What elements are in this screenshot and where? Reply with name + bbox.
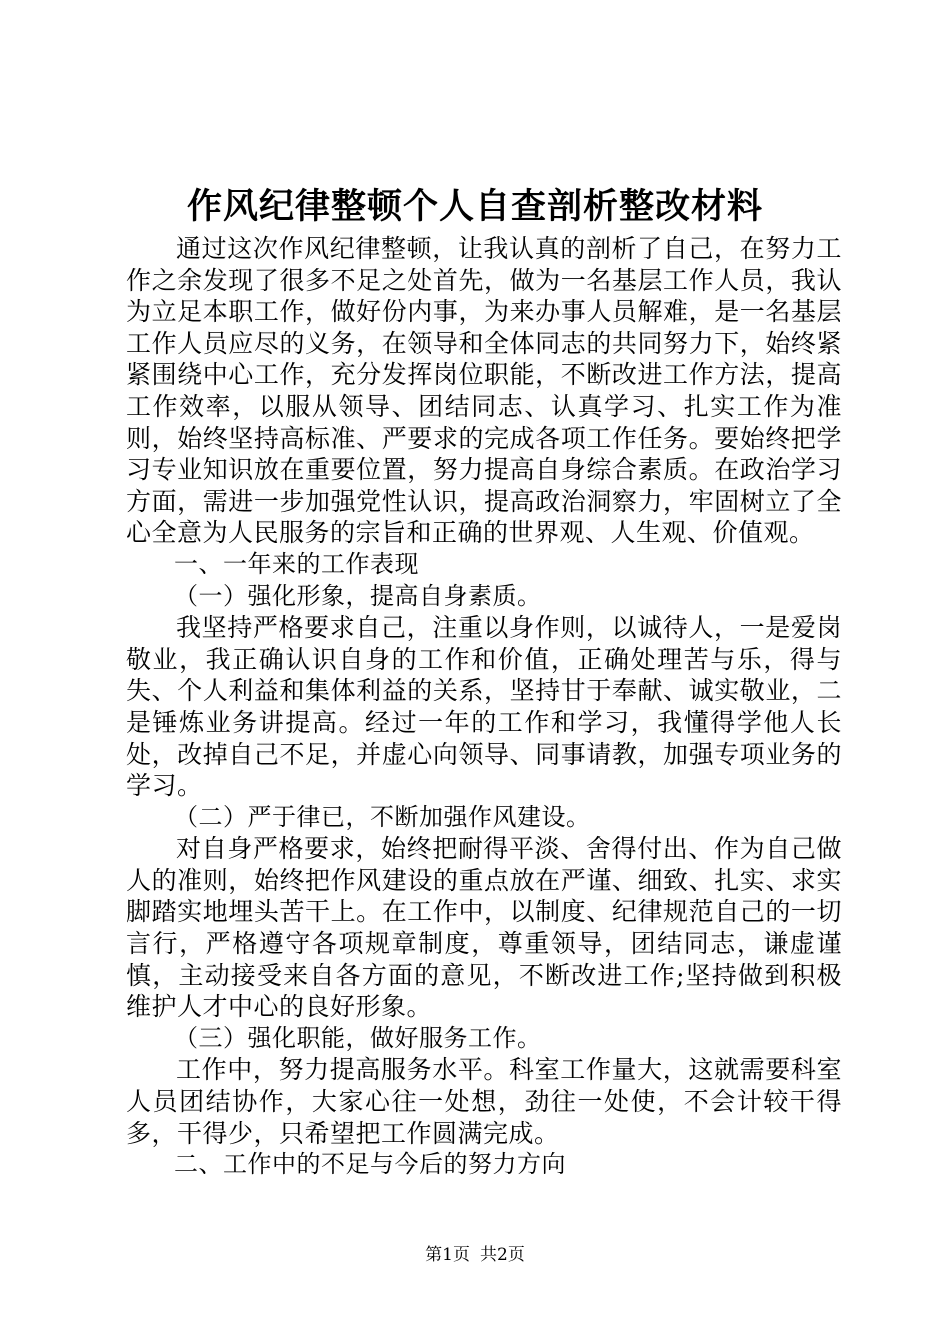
section-heading-2: 二、工作中的不足与今后的努力方向 <box>174 1150 566 1179</box>
subsection-paragraph-3: 工作中，努力提高服务水平。科室工作量大，这就需要科室人员团结协作，大家心往一处想，劲往一处使，不会计较干得多，干得少，只希望把工作圆满完成。 <box>126 1055 842 1148</box>
page-footer <box>0 1243 950 1267</box>
subsection-heading-1: （一）强化形象，提高自身素质。 <box>174 581 542 610</box>
page-total: 共2页 <box>480 1245 525 1265</box>
intro-paragraph: 通过这次作风纪律整顿，让我认真的剖析了自己，在努力工作之余发现了很多不足之处首先，做为一名基层工作人员，我认为立足本职工作，做好份内事，为来办事人员解难，是一名基层工作人员应尽的义务，在领导和全体同志的共同努力下，始终紧紧围绕中心工作，充分发挥岗位职能，不断改进工作方法，提高工作效率，以服从领导、团结同志、认真学习、扎实工作为准则，始终坚持高标准、严要求的完成各项工作任务。要始终把学习专业知识放在重要位置，努力提高自身综合素质。在政治学习方面，需进一步加强党性认识，提高政治洞察力，牢固树立了全心全意为人民服务的宗旨和正确的世界观、人生观、价值观。 <box>126 234 842 548</box>
document-body <box>126 233 842 1181</box>
section-heading-1: 一、一年来的工作表现 <box>174 549 419 578</box>
subsection-paragraph-1: 我坚持严格要求自己，注重以身作则，以诚待人，一是爱岗敬业，我正确认识自身的工作和价值，正确处理苦与乐，得与失、个人利益和集体利益的关系，坚持甘于奉献、诚实敬业，二是锤炼业务讲提高。经过一年的工作和学习，我懂得学他人长处，改掉自己不足，并虚心向领导、同事请教，加强专项业务的学习。 <box>126 613 842 801</box>
document-title: 作风纪律整顿个人自查剖析整改材料 <box>186 187 763 227</box>
subsection-heading-2: （二）严于律已，不断加强作风建设。 <box>174 802 591 831</box>
subsection-heading-3: （三）强化职能，做好服务工作。 <box>174 1023 542 1052</box>
page-number: 第1页 <box>425 1245 470 1265</box>
subsection-paragraph-2: 对自身严格要求，始终把耐得平淡、舍得付出、作为自己做人的准则，始终把作风建设的重点放在严谨、细致、扎实、求实脚踏实地埋头苦干上。在工作中，以制度、纪律规范自己的一切言行，严格遵守各项规章制度，尊重领导，团结同志，谦虚谨慎，主动接受来自各方面的意见，不断改进工作;坚持做到积极维护人才中心的良好形象。 <box>126 834 842 1022</box>
